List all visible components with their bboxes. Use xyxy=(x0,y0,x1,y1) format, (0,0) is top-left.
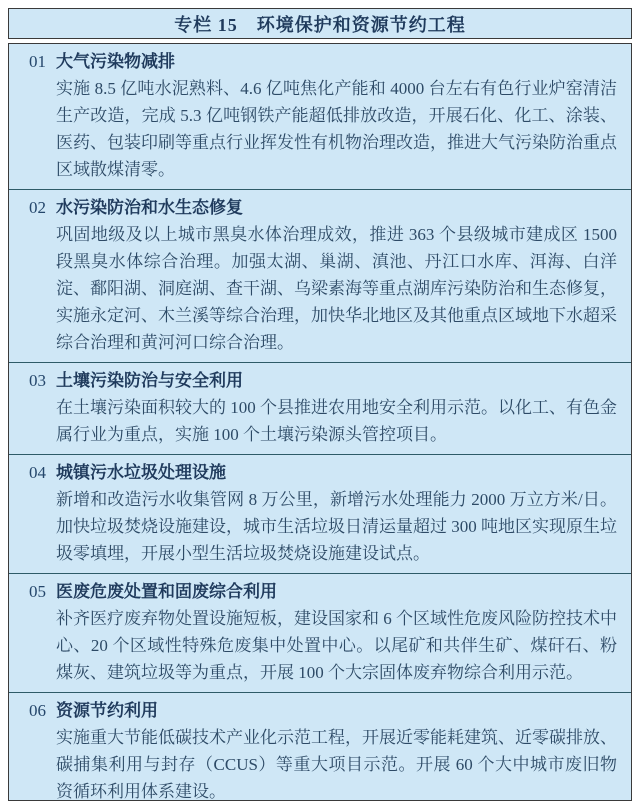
section-body: 补齐医疗废弃物处置设施短板，建设国家和 6 个区域性危废风险防控技术中心、20 个区域性特殊危废集中处置中心。以尾矿和共伴生矿、煤矸石、粉煤灰、建筑垃圾等为重点，开展 100 个大宗固体废弃物综合利用示范。 xyxy=(56,609,617,682)
section-head xyxy=(9,194,631,221)
section-body: 巩固地级及以上城市黑臭水体治理成效，推进 363 个县级城市建成区 1500 段黑臭水体综合治理。加强太湖、巢湖、滇池、丹江口水库、洱海、白洋淀、鄱阳湖、洞庭湖、查干湖、乌梁素海等重点湖库污染防治和生态修复，实施永定河、木兰溪等综合治理，加快华北地区及其他重点区域地下水超采综合治理和黄河河口综合治理。 xyxy=(56,225,617,352)
section-title: 土壤污染防治与安全利用 xyxy=(56,371,243,390)
section-body: 实施 8.5 亿吨水泥熟料、4.6 亿吨焦化产能和 4000 台左右有色行业炉窑清洁生产改造，完成 5.3 亿吨钢铁产能超低排放改造，开展石化、化工、涂装、医药、包装印刷等重点行业挥发性有机物治理改造，推进大气污染防治重点区域散煤清零。 xyxy=(56,79,617,179)
section-02 xyxy=(9,189,631,362)
box-title: 专栏 15 环境保护和资源节约工程 xyxy=(174,14,466,35)
section-head xyxy=(9,578,631,605)
section-number: 04 xyxy=(29,463,46,482)
section-title: 大气污染物减排 xyxy=(56,52,175,71)
section-head xyxy=(9,367,631,394)
section-head xyxy=(9,459,631,486)
content-panel xyxy=(8,43,632,801)
section-05 xyxy=(9,573,631,692)
section-head xyxy=(9,48,631,75)
section-head xyxy=(9,697,631,724)
section-06 xyxy=(9,692,631,807)
section-03 xyxy=(9,362,631,454)
section-body: 在土壤污染面积较大的 100 个县推进农用地安全利用示范。以化工、有色金属行业为重点，实施 100 个土壤污染源头管控项目。 xyxy=(56,398,617,444)
section-number: 02 xyxy=(29,198,46,217)
section-title: 医废危废处置和固废综合利用 xyxy=(56,582,277,601)
section-body: 实施重大节能低碳技术产业化示范工程，开展近零能耗建筑、近零碳排放、碳捕集利用与封存（CCUS）等重大项目示范。开展 60 个大中城市废旧物资循环利用体系建设。 xyxy=(56,728,617,801)
section-title: 资源节约利用 xyxy=(56,701,158,720)
section-04 xyxy=(9,454,631,573)
box-header xyxy=(8,8,632,39)
section-body: 新增和改造污水收集管网 8 万公里，新增污水处理能力 2000 万立方米/日。加快垃圾焚烧设施建设，城市生活垃圾日清运量超过 300 吨地区实现原生垃圾零填埋，开展小型生活垃圾焚烧设施建设试点。 xyxy=(56,490,617,563)
section-number: 03 xyxy=(29,371,46,390)
section-number: 06 xyxy=(29,701,46,720)
section-number: 01 xyxy=(29,52,46,71)
section-title: 城镇污水垃圾处理设施 xyxy=(56,463,226,482)
section-number: 05 xyxy=(29,582,46,601)
section-title: 水污染防治和水生态修复 xyxy=(56,198,243,217)
section-01 xyxy=(9,44,631,189)
